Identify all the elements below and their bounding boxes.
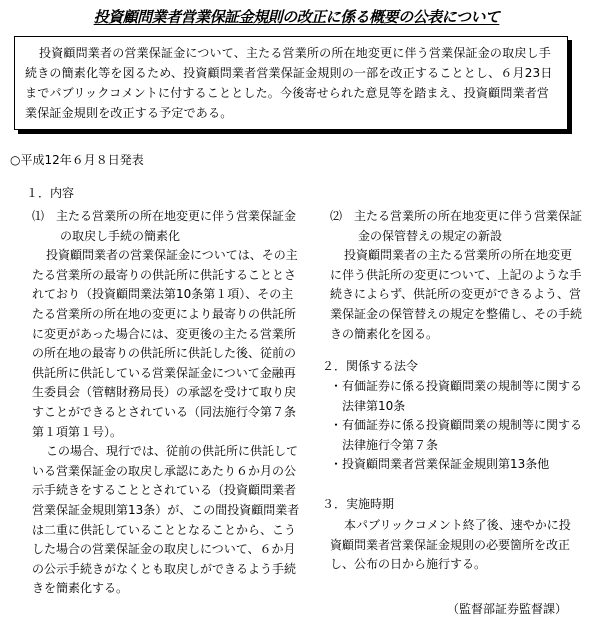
left-column <box>32 207 302 599</box>
implementation-body <box>330 516 582 575</box>
item2-paragraph-1: 投資顧問業者の主たる営業所の所在地変更に伴う供託所の変更について、上記のような手続きによらず、供託所の変更ができるよう、営業保証金の保管替えの規定を整備し、その手続きの簡素化を図る。 <box>330 248 583 341</box>
bureau-name: （監督部証券監督課） <box>446 602 567 616</box>
section2-heading: ２．関係する法令 <box>322 359 419 373</box>
section1-heading: １．内容 <box>26 186 75 200</box>
item2-title: ⑵ 主たる営業所の所在地変更に伴う営業保証金の保管替えの規定の新設 <box>330 209 583 243</box>
announcement-date: ○平成12年６月８日発表 <box>10 153 144 167</box>
summary-box <box>14 36 568 130</box>
summary-text: 投資顧問業者の営業保証金について、主たる営業所の所在地変更に伴う営業保証金の取戻し手続きの簡素化等を図るため、投資顧問業者営業保証金規則の一部を改正することとし、６月23日までパブリックコメントに付することとした。今後寄せられた意見等を踏まえ、投資顧問業者営業保証金規則を改正する予定である。 <box>25 46 553 120</box>
item1-title: ⑴ 主たる営業所の所在地変更に伴う営業保証金の取戻し手続の簡素化 <box>32 209 297 243</box>
related-law-item: ・投資顧問業者営業保証金規則第13条他 <box>330 457 550 472</box>
related-law-item: ・有価証券に係る投資顧問業の規制等に関する法律第10条 <box>330 379 583 413</box>
section3-heading: ３．実施時期 <box>322 497 395 511</box>
implementation-text: 本パブリックコメント終了後、速やかに投資顧問業者営業保証金規則の必要箇所を改正し、公布の日から施行する。 <box>330 518 571 572</box>
page-title: 投資顧問業者営業保証金規則の改正に係る概要の公表について <box>93 8 500 26</box>
related-laws-list <box>330 377 582 475</box>
item1-paragraph-1: 投資顧問業者の営業保証金については、その主たる営業所の最寄りの供託所に供託することとされており（投資顧問業法第10条第１項）、その主たる営業所の所在地の変更により最寄りの供託所に変更があった場合には、変更後の主たる営業所の所在地の最寄りの供託所に供託した後、従前の供託所に供託している営業保証金について金融再生委員会（管轄財務局長）の承認を受けて取り戻すことができるとされている（同法施行令第７条第１項第１号）。 <box>32 248 298 439</box>
right-column <box>330 207 582 344</box>
item1-paragraph-2: この場合、現行では、従前の供託所に供託している営業保証金の取戻し承認にあたり６か月の公示手続きをすることとされている（投資顧問業者営業保証金規則第13条）が、この間投資顧問業者は二重に供託していることとなることから、こうした場合の営業保証金の取戻しについて、６か月の公示手続きがなくとも取戻しができるよう手続きを簡素化する。 <box>32 444 300 596</box>
related-law-item: ・有価証券に係る投資顧問業の規制等に関する法律施行令第７条 <box>330 418 583 452</box>
